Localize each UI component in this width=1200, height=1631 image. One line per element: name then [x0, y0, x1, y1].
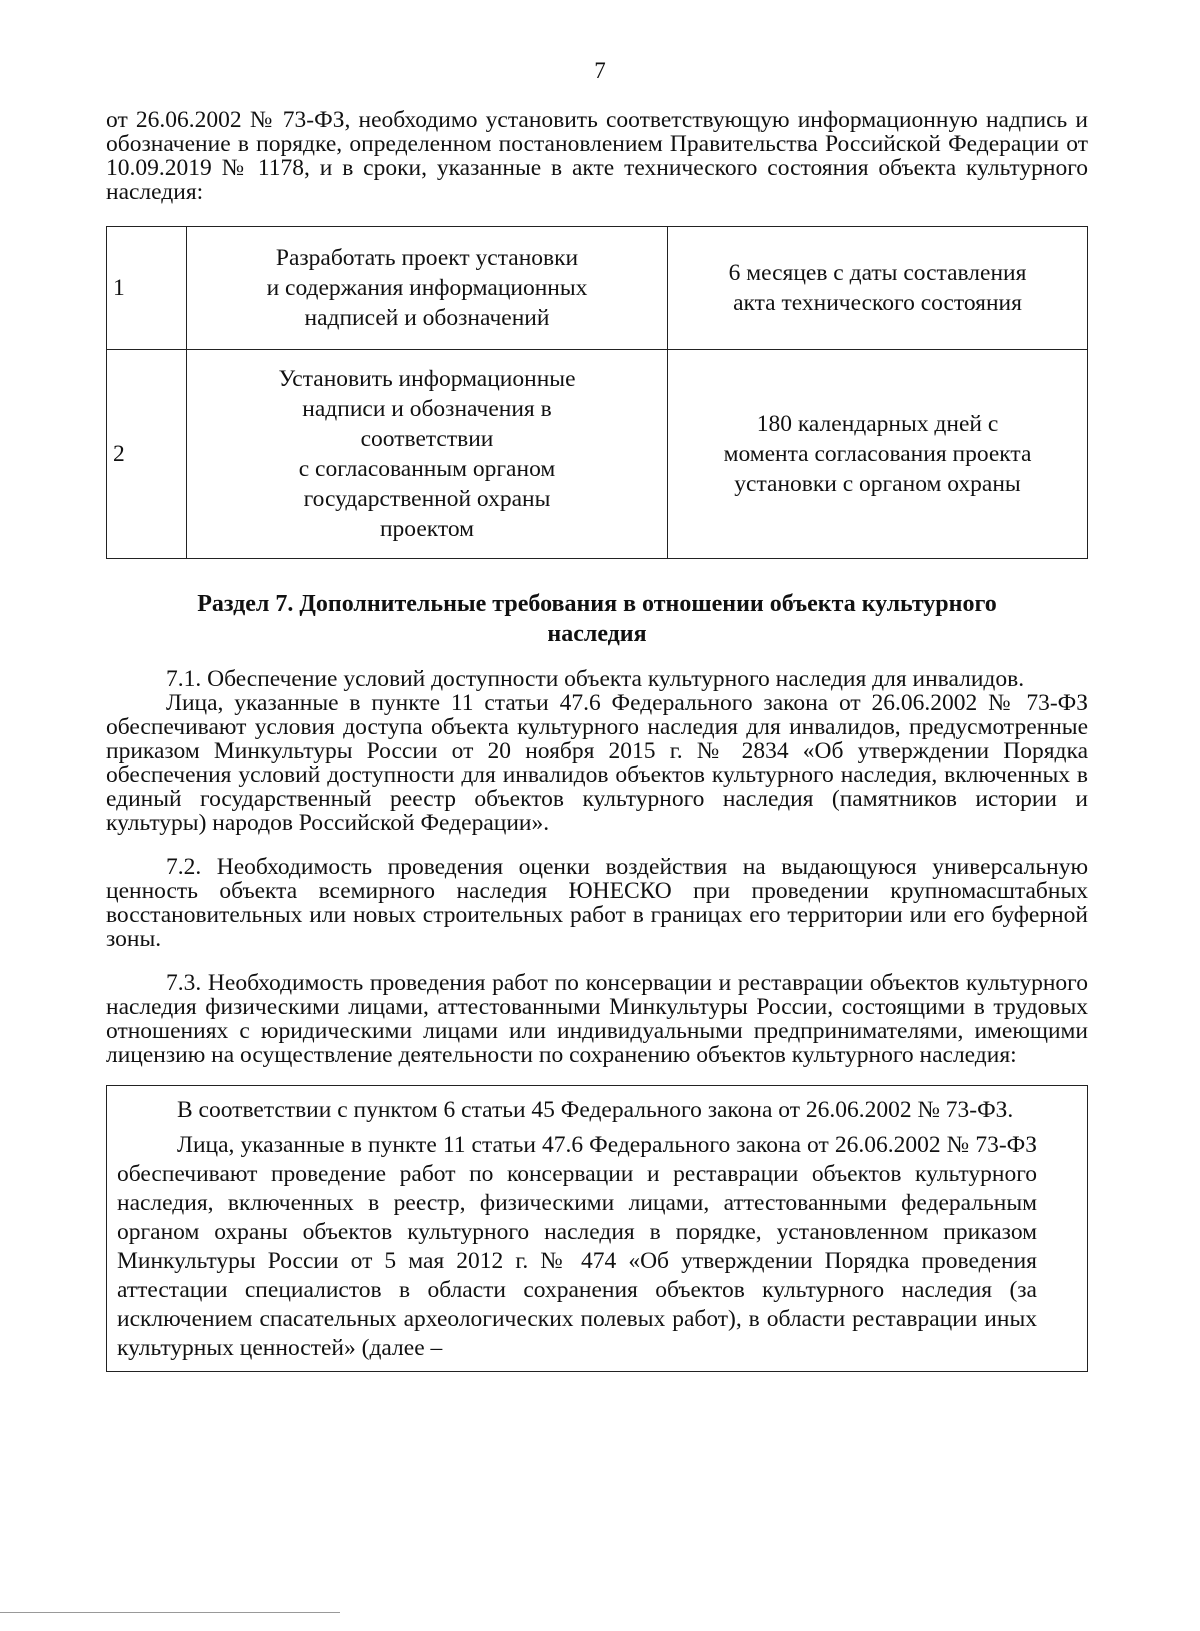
legal-basis-box: [106, 1085, 1088, 1372]
paragraph-7-2: 7.2. Необходимость проведения оценки воздействия на выдающуюся универсальную ценность объекта всемирного наследия ЮНЕСКО при проведении крупномасштабных восстановительных или новых строительных работ в границах его территории или его буферной зоны.: [106, 854, 1088, 952]
task-description: [187, 350, 668, 559]
section-title: [106, 589, 1088, 649]
task-term: [668, 227, 1088, 350]
box-paragraph-legal-basis: В соответствии с пунктом 6 статьи 45 Федерального закона от 26.06.2002 № 73-ФЗ.: [177, 1097, 1014, 1123]
paragraph-7-1-heading: 7.1. Обеспечение условий доступности объекта культурного наследия для инвалидов.: [166, 666, 1025, 692]
task-number: 2: [107, 350, 187, 559]
tasks-table: [106, 226, 1088, 559]
task-term: [668, 350, 1088, 559]
task-line: соответствии: [360, 426, 494, 452]
term-line: акта технического состояния: [733, 290, 1022, 316]
term-line: момента согласования проекта: [723, 441, 1032, 467]
section-title-line: Раздел 7. Дополнительные требования в отношении объекта культурного: [197, 591, 997, 617]
task-line: проектом: [379, 516, 475, 542]
task-line: и содержания информационных: [266, 275, 588, 301]
paragraph-7-1-body: Лица, указанные в пункте 11 статьи 47.6 Федерального закона от 26.06.2002 № 73-ФЗ обеспечивают условия доступа объекта культурного наследия для инвалидов, предусмотренные приказом Минкультуры России от 20 ноября 2015 г. № 2834 «Об утверждении Порядка обеспечения условий доступности для инвалидов объектов культурного наследия, включенных в единый государственный реестр объектов культурного наследия (памятников истории и культуры) народов Российской Федерации».: [106, 690, 1088, 836]
table-row: [107, 350, 1088, 559]
task-line: Разработать проект установки: [275, 245, 579, 271]
page-number: 7: [594, 58, 606, 83]
table-row: [107, 227, 1088, 350]
task-line: государственной охраны: [303, 486, 551, 512]
term-line: 6 месяцев с даты составления: [728, 260, 1027, 286]
task-line: Установить информационные: [278, 366, 576, 392]
task-line: надписей и обозначений: [304, 305, 550, 331]
task-number: 1: [107, 227, 187, 350]
task-description: [187, 227, 668, 350]
term-line: 180 календарных дней с: [756, 411, 999, 437]
footer-divider: [0, 1612, 340, 1613]
task-line: надписи и обозначения в: [302, 396, 552, 422]
box-paragraph-requirements: Лица, указанные в пункте 11 статьи 47.6 Федерального закона от 26.06.2002 № 73-ФЗ обеспечивают проведение работ по консервации и реставрации объектов культурного наследия, включенных в реестр, физическими лицами, аттестованными федеральным органом охраны объектов культурного наследия в порядке, установленном приказом Минкультуры России от 5 мая 2012 г. № 474 «Об утверждении Порядка проведения аттестации специалистов в области сохранения объектов культурного наследия (за исключением спасательных археологических полевых работ), в области реставрации иных культурных ценностей» (далее –: [117, 1132, 1037, 1361]
term-line: установки с органом охраны: [734, 471, 1021, 497]
document-body: [106, 108, 1088, 1372]
intro-paragraph: от 26.06.2002 № 73-ФЗ, необходимо установить соответствующую информационную надпись и обозначение в порядке, определенном постановлением Правительства Российской Федерации от 10.09.2019 № 1178, и в сроки, указанные в акте технического состояния объекта культурного наследия:: [106, 107, 1088, 205]
section-title-line: наследия: [547, 621, 647, 647]
task-line: с согласованным органом: [298, 456, 556, 482]
paragraph-7-3: 7.3. Необходимость проведения работ по консервации и реставрации объектов культурного наследия физическими лицами, аттестованными Минкультуры России, состоящими в трудовых отношениях с юридическими лицами или индивидуальными предпринимателями, имеющими лицензию на осуществление деятельности по сохранению объектов культурного наследия:: [106, 970, 1088, 1068]
